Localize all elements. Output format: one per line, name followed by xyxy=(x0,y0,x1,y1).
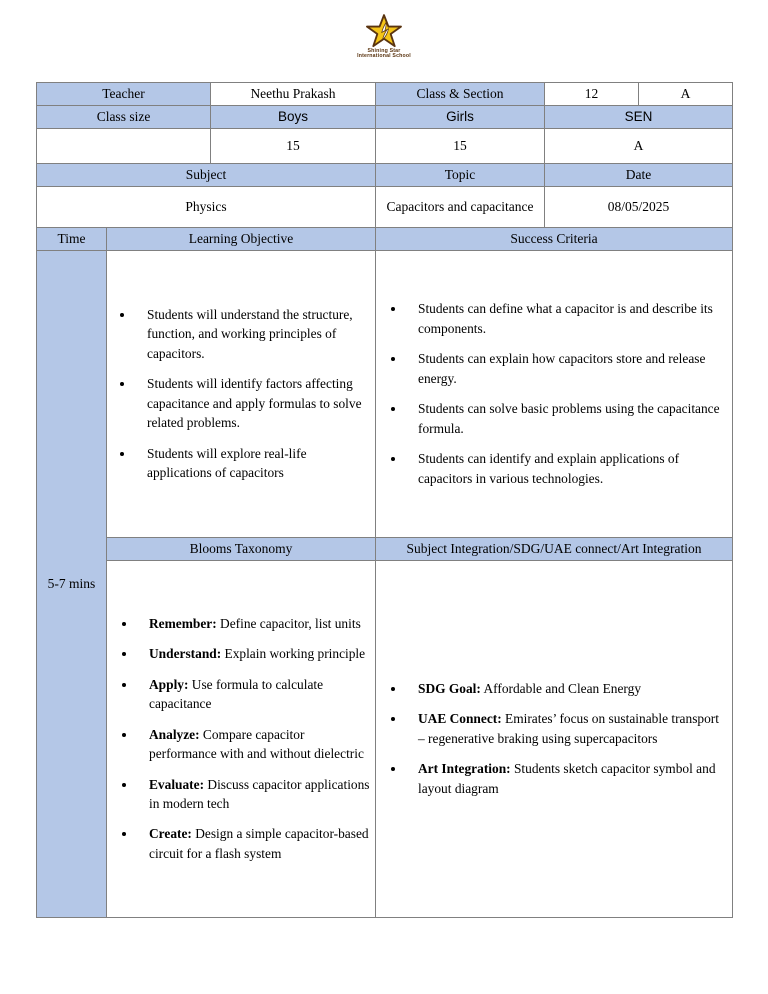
list-item: • Students can define what a capacitor is and describe its components. xyxy=(406,299,728,338)
school-logo xyxy=(0,0,768,60)
subject-value[interactable]: Physics xyxy=(37,186,376,227)
list-item: • Students will explore real-life applications of capacitors xyxy=(135,444,371,483)
topic-value[interactable]: Capacitors and capacitance xyxy=(376,186,545,227)
section-value[interactable]: A xyxy=(639,83,733,106)
time-column-label: Time xyxy=(37,227,107,250)
list-item xyxy=(406,709,728,748)
logo-line-2: International School xyxy=(357,53,411,60)
list-item xyxy=(137,725,371,764)
topic-label: Topic xyxy=(376,163,545,186)
girls-value[interactable]: 15 xyxy=(376,128,545,163)
blooms-text: Design a simple capacitor-based circuit for a flash system xyxy=(149,826,369,861)
blooms-taxonomy-cell xyxy=(107,560,376,917)
blooms-term: Remember: xyxy=(149,615,217,631)
class-value[interactable]: 12 xyxy=(545,83,639,106)
table-row-subject-values xyxy=(37,186,733,227)
class-size-value[interactable] xyxy=(37,128,211,163)
success-criteria-cell xyxy=(376,250,733,537)
class-size-label: Class size xyxy=(37,105,211,128)
integration-term: UAE Connect: xyxy=(418,711,502,727)
table-row-classsize-labels xyxy=(37,105,733,128)
blooms-text: Discuss capacitor applications in modern tech xyxy=(149,776,370,811)
subject-label: Subject xyxy=(37,163,376,186)
table-row-teacher xyxy=(37,83,733,106)
blooms-taxonomy-list xyxy=(111,614,371,863)
lesson-plan-table xyxy=(36,82,733,918)
blooms-text: Define capacitor, list units xyxy=(216,615,361,631)
integration-term: Art Integration: xyxy=(418,761,511,777)
success-criteria-label: Success Criteria xyxy=(376,227,733,250)
teacher-value[interactable]: Neethu Prakash xyxy=(211,83,376,106)
list-item xyxy=(406,679,728,698)
list-item: • Students can solve basic problems using the capacitance formula. xyxy=(406,399,728,438)
list-item xyxy=(406,759,728,798)
list-item: • Students will identify factors affecting capacitance and apply formulas to solve related problems. xyxy=(135,374,371,432)
logo-wordmark xyxy=(357,49,411,60)
list-item: • Students can explain how capacitors store and release energy. xyxy=(406,349,728,388)
integration-text: Emirates’ focus on sustainable transport – regenerative braking using supercapacitors xyxy=(418,711,719,746)
list-item xyxy=(137,675,371,714)
boys-label: Boys xyxy=(211,105,376,128)
list-item xyxy=(137,644,371,663)
learning-objective-list xyxy=(111,305,371,483)
integration-cell xyxy=(376,560,733,917)
blooms-text: Use formula to calculate capacitance xyxy=(149,676,324,712)
learning-objective-label: Learning Objective xyxy=(107,227,376,250)
success-criteria-list xyxy=(380,299,728,488)
integration-text: Affordable and Clean Energy xyxy=(480,681,642,697)
integration-label: Subject Integration/SDG/UAE connect/Art Integration xyxy=(376,537,733,560)
sen-value[interactable]: A xyxy=(545,128,733,163)
list-item: • Students will understand the structure, function, and working principles of capacitors. xyxy=(135,305,371,363)
blooms-term: Analyze: xyxy=(149,726,200,742)
list-item xyxy=(137,614,371,633)
blooms-term: Understand: xyxy=(149,646,222,662)
list-item xyxy=(137,824,371,863)
girls-label: Girls xyxy=(376,105,545,128)
table-row-blooms-headers xyxy=(37,537,733,560)
integration-text: Students sketch capacitor symbol and layout diagram xyxy=(418,761,716,796)
boys-value[interactable]: 15 xyxy=(211,128,376,163)
learning-objective-cell xyxy=(107,250,376,537)
blooms-text: Compare capacitor performance with and without dielectric xyxy=(149,726,364,762)
table-row-classsize-values xyxy=(37,128,733,163)
star-icon xyxy=(361,14,407,48)
logo-line-1: Shining Star xyxy=(367,48,401,54)
list-item xyxy=(137,775,371,814)
class-section-label: Class & Section xyxy=(376,83,545,106)
table-row-column-headers xyxy=(37,227,733,250)
lesson-plan-sheet xyxy=(36,82,732,918)
time-value[interactable]: 5-7 mins xyxy=(37,250,107,917)
teacher-label: Teacher xyxy=(37,83,211,106)
integration-list xyxy=(380,679,728,798)
date-label: Date xyxy=(545,163,733,186)
blooms-term: Apply: xyxy=(149,676,189,692)
blooms-term: Evaluate: xyxy=(149,776,205,792)
list-item: • Students can identify and explain applications of capacitors in various technologies. xyxy=(406,449,728,488)
integration-term: SDG Goal: xyxy=(418,681,481,697)
table-row-subject-labels xyxy=(37,163,733,186)
blooms-term: Create: xyxy=(149,826,192,842)
table-row-blooms-integration xyxy=(37,560,733,917)
table-row-objectives-criteria xyxy=(37,250,733,537)
blooms-text: Explain working principle xyxy=(221,646,366,662)
date-value[interactable]: 08/05/2025 xyxy=(545,186,733,227)
sen-label: SEN xyxy=(545,105,733,128)
blooms-taxonomy-label: Blooms Taxonomy xyxy=(107,537,376,560)
